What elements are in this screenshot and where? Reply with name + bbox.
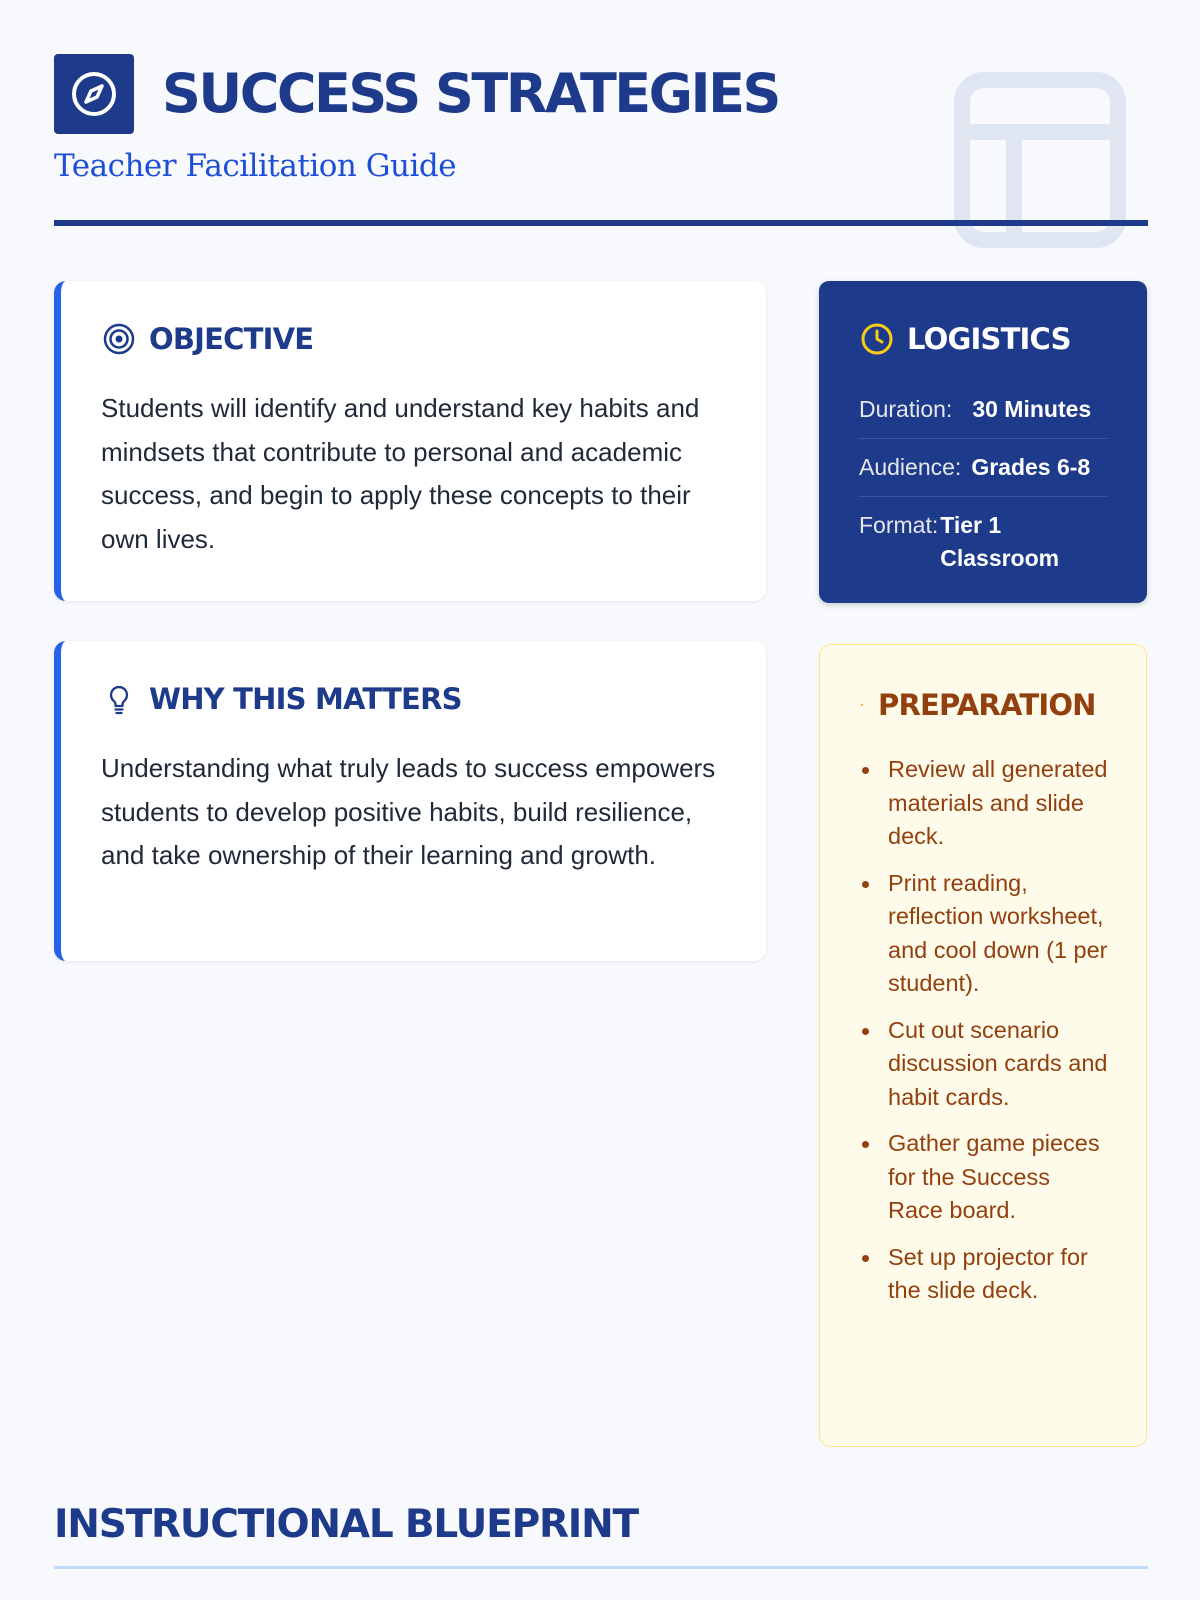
logistics-row-duration bbox=[859, 381, 1107, 439]
page-title: SUCCESS STRATEGIES bbox=[162, 62, 779, 125]
logistics-row-format bbox=[859, 497, 1107, 587]
objective-heading: OBJECTIVE bbox=[149, 322, 314, 356]
objective-text: Students will identify and understand key habits and mindsets that contribute to personal and academic success, and begin to apply these concepts to their own lives. bbox=[101, 393, 700, 554]
objective-card bbox=[54, 281, 766, 601]
preparation-card bbox=[819, 644, 1147, 1447]
logistics-card bbox=[819, 281, 1147, 603]
header-divider bbox=[54, 220, 1148, 226]
logistics-value: 30 Minutes bbox=[972, 396, 1092, 422]
page-header bbox=[54, 54, 1148, 184]
lightbulb-icon bbox=[101, 681, 137, 717]
preparation-heading: PREPARATION bbox=[878, 688, 1096, 722]
logistics-value: Tier 1 Classroom bbox=[940, 512, 1060, 571]
section-title: INSTRUCTIONAL BLUEPRINT bbox=[54, 1502, 638, 1547]
list-icon bbox=[860, 687, 864, 723]
compass-icon bbox=[54, 54, 134, 134]
logistics-label: Duration: bbox=[859, 396, 953, 422]
logistics-label: Format: bbox=[859, 512, 939, 538]
preparation-list bbox=[860, 753, 1110, 1321]
clock-icon bbox=[859, 321, 895, 357]
why-heading: WHY THIS MATTERS bbox=[149, 682, 462, 716]
logistics-value: Grades 6-8 bbox=[971, 454, 1091, 480]
section-divider bbox=[54, 1566, 1148, 1569]
page-subtitle: Teacher Facilitation Guide bbox=[54, 148, 457, 184]
list-item: Gather game pieces for the Success Race board. bbox=[860, 1127, 1110, 1228]
logistics-heading: LOGISTICS bbox=[907, 322, 1071, 356]
list-item: Review all generated materials and slide deck. bbox=[860, 753, 1110, 854]
list-item: Set up projector for the slide deck. bbox=[860, 1241, 1110, 1308]
target-icon bbox=[101, 321, 137, 357]
list-item: Cut out scenario discussion cards and habit cards. bbox=[860, 1014, 1110, 1115]
list-item: Print reading, reflection worksheet, and cool down (1 per student). bbox=[860, 867, 1110, 1001]
logistics-list bbox=[859, 381, 1107, 587]
why-this-matters-card bbox=[54, 641, 766, 961]
logistics-row-audience bbox=[859, 439, 1107, 497]
why-text: Understanding what truly leads to success empowers students to develop positive habits, build resilience, and take ownership of their learning and growth. bbox=[101, 753, 716, 870]
logistics-label: Audience: bbox=[859, 454, 962, 480]
